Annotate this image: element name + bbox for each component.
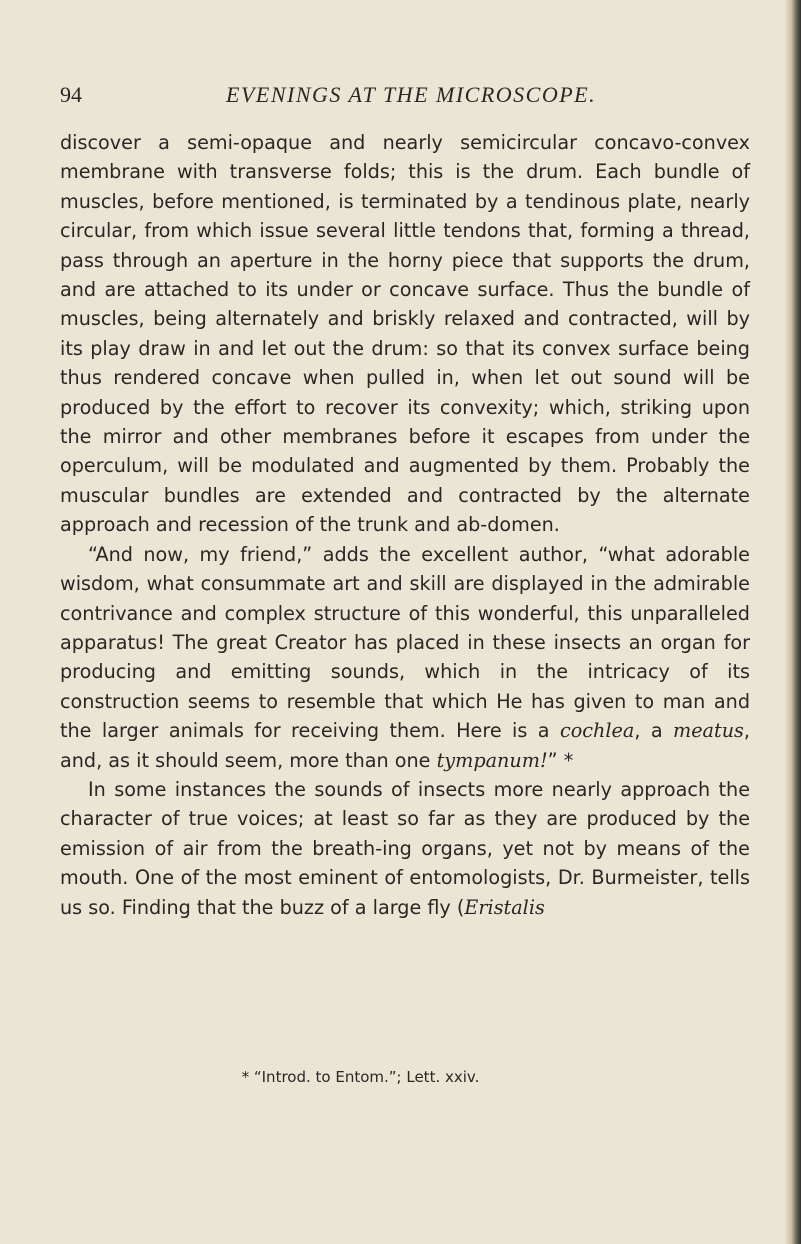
page-number: 94 (60, 82, 82, 107)
body-text (60, 128, 750, 922)
paragraph-2-text-b: , a (634, 719, 673, 743)
paragraph-2-text-d: ” * (547, 748, 574, 772)
paragraph-2 (60, 540, 750, 775)
paragraph-3-text-a: In some instances the sounds of insects more nearly approach the character of true voices; at least so far as they are produced by the emission of air from the breath-ing organs, yet not by means of the mouth. One of the most eminent of entomologists, Dr. Burmeister, tells us so. Finding that the buzz of a large fly ( (60, 777, 750, 919)
italic-cochlea: cochlea (559, 719, 635, 743)
running-head (60, 82, 760, 112)
italic-meatus: meatus (673, 719, 744, 743)
footnote: * “Introd. to Entom.”; Lett. xxiv. (241, 1068, 480, 1086)
paragraph-2-text-c: , and, as it should seem, more than one (60, 719, 751, 772)
running-title: EVENINGS AT THE MICROSCOPE. (226, 82, 597, 107)
paragraph-1: discover a semi-opaque and nearly semicircular concavo-convex membrane with transverse folds; this is the drum. Each bundle of muscles, before mentioned, is terminated by a tendinous plate, nearly circular, from which issue several little tendons that, forming a thread, pass through an aperture in the horny piece that supports the drum, and are attached to its under or concave surface. Thus the bundle of muscles, being alternately and briskly relaxed and contracted, will by its play draw in and let out the drum: so that its convex surface being thus rendered concave when pulled in, when let out sound will be produced by the effort to recover its convexity; which, striking upon the mirror and other membranes before it escapes from under the operculum, will be modulated and augmented by them. Probably the muscular bundles are extended and contracted by the alternate approach and recession of the trunk and ab-domen. (60, 131, 750, 537)
paragraph-3 (60, 775, 750, 922)
italic-tympanum: tympanum! (436, 748, 548, 772)
page-edge-shadow (785, 0, 801, 1244)
italic-eristalis: Eristalis (464, 895, 545, 919)
paragraph-2-text-a: “And now, my friend,” adds the excellent author, “what adorable wisdom, what consummate art and skill are displayed in the admirable contrivance and complex structure of this wonderful, this unparalleled apparatus! The great Creator has placed in these insects an organ for producing and emitting sounds, which in the intricacy of its construction seems to resemble that which He has given to man and the larger animals for receiving them. Here is a (60, 542, 750, 743)
